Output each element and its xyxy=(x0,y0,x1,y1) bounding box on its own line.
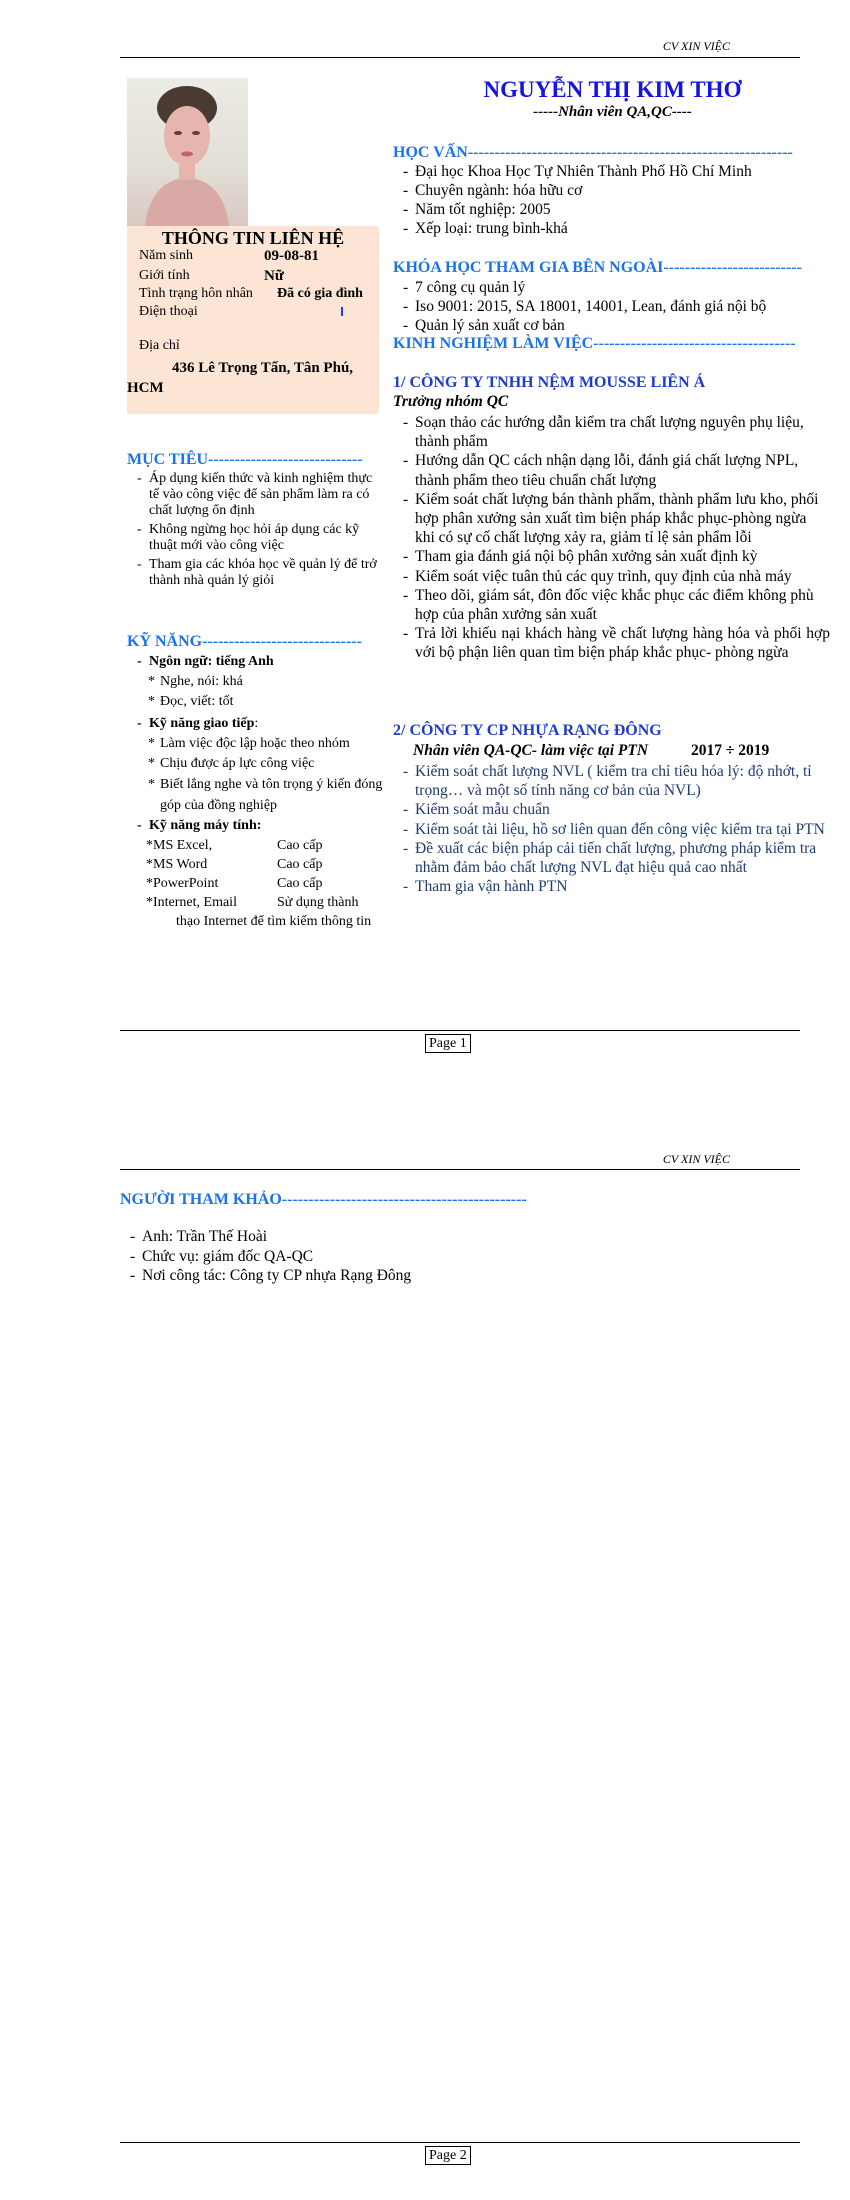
list-item: - Không ngừng học hỏi áp dụng các kỹ thuật mới vào công việc xyxy=(134,522,380,554)
list-item: - Áp dụng kiến thức và kinh nghiệm thực tế vào công việc để sản phẩm làm ra có chất lượng ổn định xyxy=(134,471,380,519)
language-item: * Đọc, viết: tốt xyxy=(146,692,384,712)
courses-title: KHÓA HỌC THAM GIA BÊN NGOÀI-------------------------- xyxy=(393,259,802,276)
list-item: - Trả lời khiếu nại khách hàng về chất lượng hàng hóa và phối hợp với bộ phận liên quan tìm biện pháp khắc phục- phòng ngừa xyxy=(400,624,830,662)
header-cv-label: CV XIN VIỆC xyxy=(662,39,730,53)
list-item: - Năm tốt nghiệp: 2005 xyxy=(400,200,830,219)
phone-label: Điện thoại xyxy=(139,304,198,319)
references-title: NGƯỜI THAM KHẢO---------------------------------------------- xyxy=(120,1191,527,1208)
footer-rule xyxy=(120,2142,800,2143)
comm-item: * Chịu được áp lực công việc xyxy=(146,754,384,774)
list-item: - Kiểm soát mẫu chuẩn xyxy=(400,800,830,819)
page-number-2: Page 2 xyxy=(425,2146,471,2165)
header-cv-label: CV XIN VIỆC xyxy=(662,1152,730,1166)
skills-block xyxy=(134,652,384,931)
courses-list xyxy=(400,278,830,335)
computer-skill-row: *PowerPoint Cao cấp xyxy=(146,876,323,891)
candidate-position: -----Nhân viên QA,QC---- xyxy=(533,104,692,120)
comm-item: * Biết lắng nghe và tôn trọng ý kiến đóng góp của đồng nghiệp xyxy=(146,774,384,816)
list-item: - Kiểm soát chất lượng NVL ( kiểm tra chỉ tiêu hóa lý: độ nhớt, tỉ trọng… và một số tính năng cơ bản của NVL) xyxy=(400,762,830,800)
computer-skill-row: *MS Word Cao cấp xyxy=(146,857,323,872)
comm-label: - Kỹ năng giao tiếp: xyxy=(137,716,259,731)
address-value: 436 Lê Trọng Tấn, Tân Phú, HCM xyxy=(127,360,354,396)
company2-role: Nhân viên QA-QC- làm việc tại PTN xyxy=(413,742,649,759)
language-label: - Ngôn ngữ: tiếng Anh xyxy=(137,654,274,669)
list-item: - Đề xuất các biện pháp cải tiến chất lượng, phương pháp kiểm tra nhằm đảm bảo chất lượng NVL đạt hiệu quả cao nhất xyxy=(400,839,830,877)
computer-skill-row: *Internet, Email Sử dụng thành thạo Internet để tìm kiếm thông tin xyxy=(146,895,372,929)
marital-value: Đã có gia đình xyxy=(277,286,363,301)
list-item: - Chuyên ngành: hóa hữu cơ xyxy=(400,181,830,200)
list-item: - Theo dõi, giám sát, đôn đốc việc khắc phục các điểm không phù hợp của phân xưởng sản xuất xyxy=(400,586,830,624)
gender-value: Nữ xyxy=(264,268,284,284)
list-item: - Chức vụ: giám đốc QA-QC xyxy=(127,1247,627,1267)
skills-title: KỸ NĂNG------------------------------ xyxy=(127,633,362,650)
list-item: - Tham gia đánh giá nội bộ phân xưởng sản xuất định kỳ xyxy=(400,547,830,566)
list-item: - Hướng dẫn QC cách nhận dạng lỗi, đánh giá chất lượng NPL, thành phẩm theo tiêu chuẩn chất lượng xyxy=(400,451,830,489)
page-number-1: Page 1 xyxy=(425,1034,471,1053)
birth-year-value: 09-08-81 xyxy=(264,248,319,264)
contact-title: THÔNG TIN LIÊN HỆ xyxy=(161,228,345,248)
list-item: - Anh: Trần Thế Hoài xyxy=(127,1227,627,1247)
experience-title: KINH NGHIỆM LÀM VIỆC-------------------------------------- xyxy=(393,335,796,352)
education-title: HỌC VẤN------------------------------------------------------------- xyxy=(393,144,793,161)
profile-photo xyxy=(127,78,248,226)
computer-skill-row: *MS Excel, Cao cấp xyxy=(146,838,323,853)
text-cursor-mark xyxy=(341,307,343,316)
education-list xyxy=(400,162,830,238)
list-item: - Đại học Khoa Học Tự Nhiên Thành Phố Hồ Chí Minh xyxy=(400,162,830,181)
header-rule xyxy=(120,1169,800,1170)
list-item: - Iso 9001: 2015, SA 18001, 14001, Lean, đánh giá nội bộ xyxy=(400,297,830,316)
company1-role: Trưởng nhóm QC xyxy=(393,393,509,410)
footer-rule xyxy=(120,1030,800,1031)
list-item: - 7 công cụ quản lý xyxy=(400,278,830,297)
company1-duties xyxy=(400,413,830,663)
list-item: - Kiểm soát tài liệu, hồ sơ liên quan đến công việc kiểm tra tại PTN xyxy=(400,820,830,839)
computer-label: - Kỹ năng máy tính: xyxy=(137,818,262,833)
header-rule xyxy=(120,57,800,58)
language-item: * Nghe, nói: khá xyxy=(146,672,384,692)
company2-period: 2017 ÷ 2019 xyxy=(691,742,770,759)
list-item: - Tham gia các khóa học về quản lý để trở thành nhà quản lý giỏi xyxy=(134,557,380,589)
comm-item: * Làm việc độc lập hoặc theo nhóm xyxy=(146,734,384,754)
objective-list xyxy=(134,471,380,589)
address-label: Địa chỉ xyxy=(139,338,180,353)
contact-info-box xyxy=(127,226,379,414)
list-item: - Tham gia vận hành PTN xyxy=(400,877,830,896)
list-item: - Nơi công tác: Công ty CP nhựa Rạng Đông xyxy=(127,1266,627,1286)
objective-title: MỤC TIÊU----------------------------- xyxy=(127,451,363,468)
candidate-name: NGUYỄN THỊ KIM THƠ xyxy=(483,77,742,102)
list-item: - Quản lý sản xuất cơ bản xyxy=(400,316,830,335)
list-item: - Xếp loại: trung bình-khá xyxy=(400,219,830,238)
list-item: - Kiểm soát chất lượng bán thành phẩm, thành phẩm lưu kho, phối hợp phân xưởng sản xuất tìm biện pháp khắc phục-phòng ngừa khi có sự cố chất lượng xảy ra, giảm tỉ lệ sản phẩm lỗi xyxy=(400,490,830,548)
gender-label: Giới tính xyxy=(139,268,190,283)
company2-duties xyxy=(400,762,830,896)
marital-label: Tình trạng hôn nhân xyxy=(139,286,253,301)
references-list xyxy=(127,1227,627,1286)
list-item: - Soạn thảo các hướng dẫn kiểm tra chất lượng nguyên phụ liệu, thành phẩm xyxy=(400,413,830,451)
company1-name: 1/ CÔNG TY TNHH NỆM MOUSSE LIÊN Á xyxy=(393,374,706,391)
list-item: - Kiểm soát việc tuân thủ các quy trình, quy định của nhà máy xyxy=(400,567,830,586)
company2-name: 2/ CÔNG TY CP NHỰA RẠNG ĐÔNG xyxy=(393,722,662,739)
birth-year-label: Năm sinh xyxy=(139,248,194,263)
